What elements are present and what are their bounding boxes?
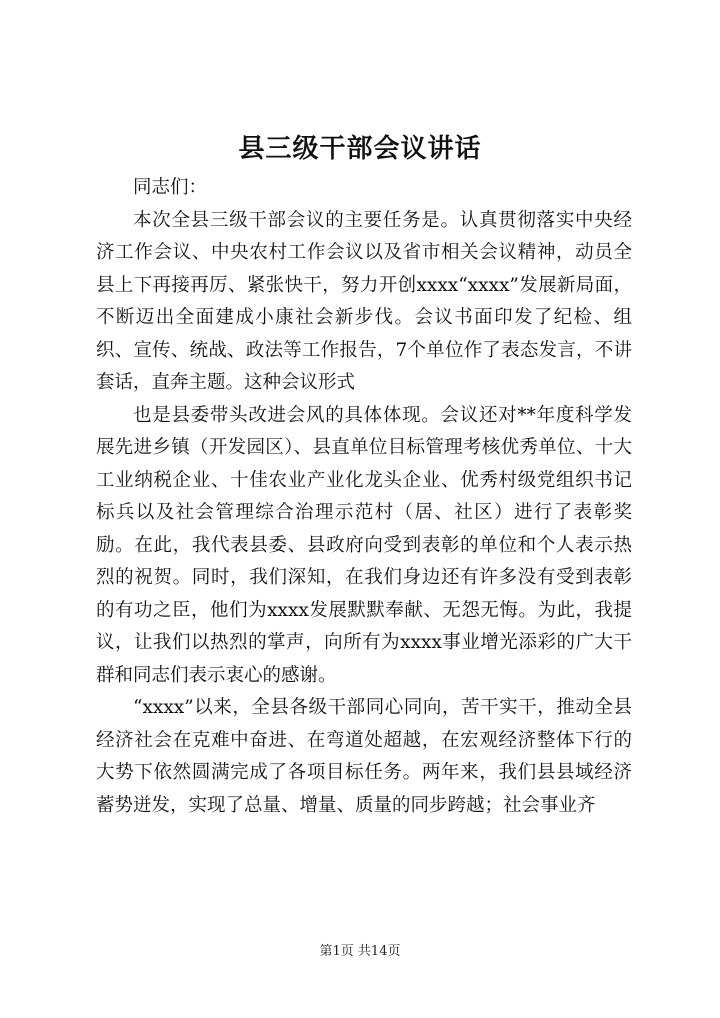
paragraph-2: 也是县委带头改进会风的具体体现。会议还对**年度科学发展先进乡镇（开发园区）、县直单位目标管理考核优秀单位、十大工业纳税企业、十佳农业产业化龙头企业、优秀村级党组织书记标兵以及社会管理综合治理示范村（居、社区）进行了表彰奖励。在此，我代表县委、县政府向受到表彰的单位和个人表示热烈的祝贺。同时，我们深知，在我们身边还有许多没有受到表彰的有功之臣，他们为xxxx发展默默奉献、无怨无悔。为此，我提议，让我们以热烈的掌声，向所有为xxxx事业增光添彩的广大干群和同志们表示衷心的感谢。 [96,404,632,686]
salutation: 同志们： [133,177,208,198]
document-title: 县三级干部会议讲话 [238,134,482,164]
paragraph-3: “xxxx”以来，全县各级干部同心同向，苦干实干，推动全县经济社会在克难中奋进、在弯道处超越，在宏观经济整体下行的大势下依然圆满完成了各项目标任务。两年来，我们县县域经济蓄势迸发，实现了总量、增量、质量的同步跨越；社会事业齐 [96,697,632,816]
paragraph-1: 本次全县三级干部会议的主要任务是。认真贯彻落实中央经济工作会议、中央农村工作会议以及省市相关会议精神，动员全县上下再接再厉、紧张快干，努力开创xxxx“xxxx”发展新局面，不断迈出全面建成小康社会新步伐。会议书面印发了纪检、组织、宣传、统战、政法等工作报告，7个单位作了表态发言，不讲套话，直奔主题。这种会议形式 [96,209,632,393]
document-body [96,172,632,822]
page-number: 第1页 共14页 [319,944,401,959]
